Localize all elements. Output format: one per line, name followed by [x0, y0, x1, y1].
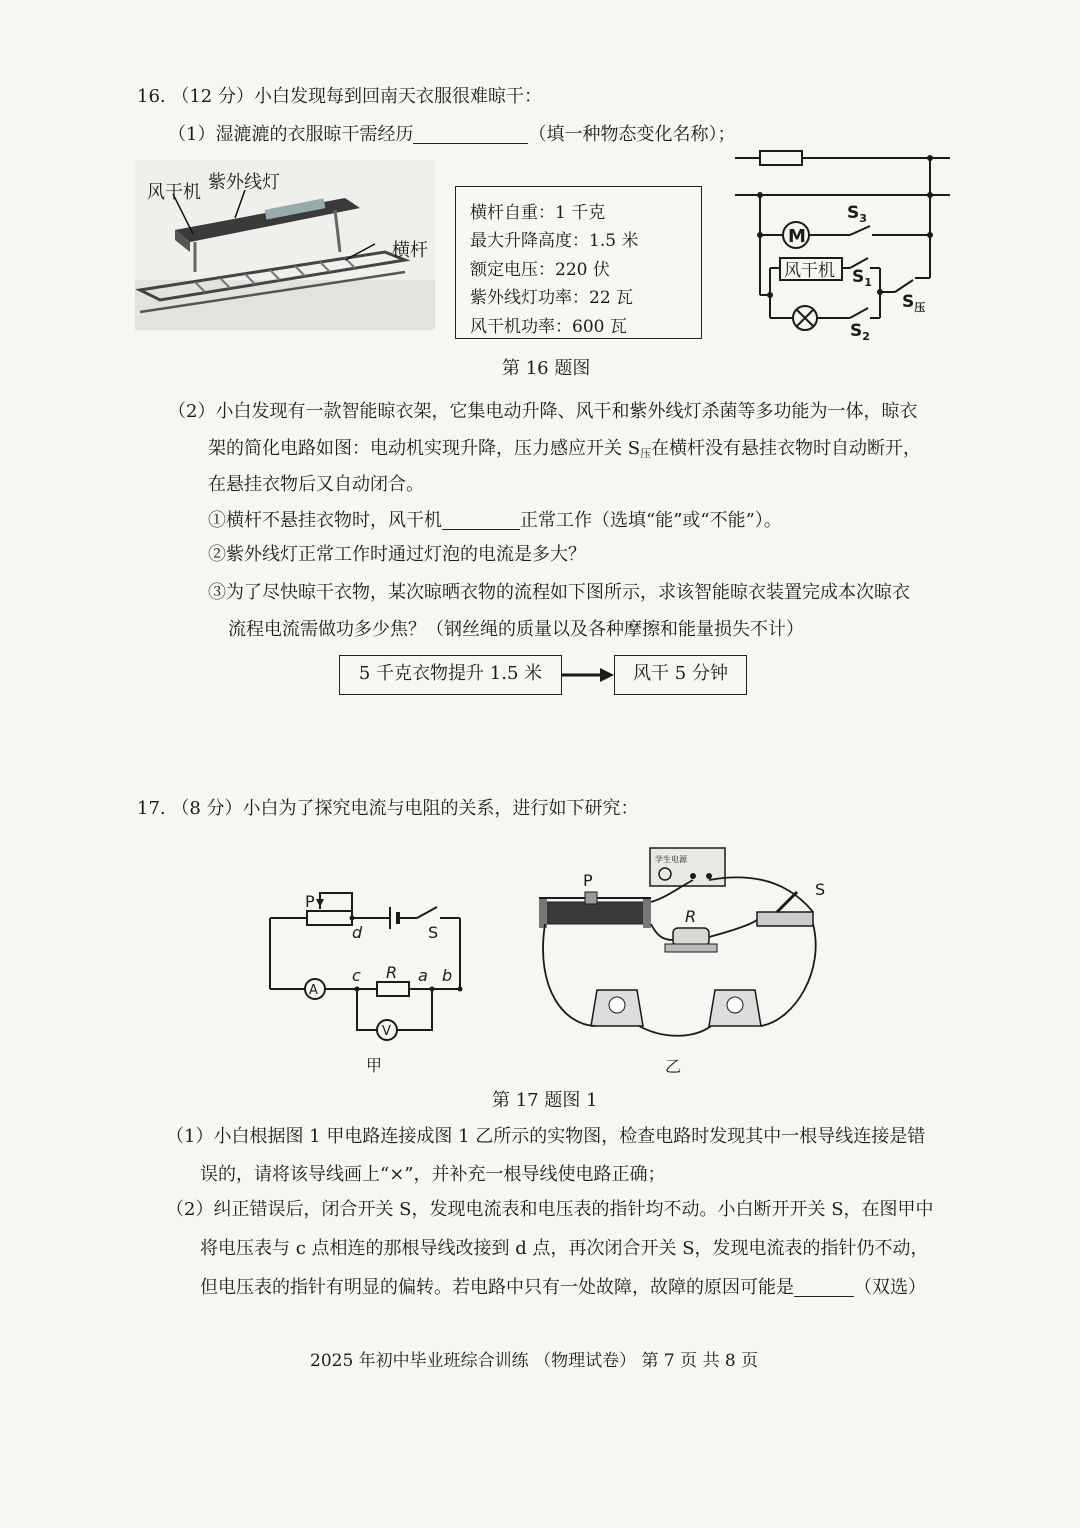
q16-part1-hint: （填一种物态变化名称）；	[528, 124, 736, 145]
q17-schematic-jia	[262, 885, 472, 1080]
s-pressure-label: $S_压$	[902, 292, 926, 314]
q17-part2-line2: 将电压表与 c 点相连的那根导线改接到 d 点，再次闭合开关 S，发现电流表的指针仍不动，	[200, 1238, 929, 1259]
physical-p-label: P	[583, 871, 593, 890]
s1-label: $S_1$	[852, 267, 872, 289]
power-supply-label: 学生电源	[655, 855, 687, 864]
spec-bar-weight: 横杆自重：1 千克	[470, 203, 606, 223]
schematic-a-label: a	[418, 966, 428, 985]
schematic-jia-label: 甲	[366, 1056, 383, 1075]
q16-part1-text: （1）湿漉漉的衣服晾干需经历	[168, 124, 414, 145]
q16-part2-line3: 在悬挂衣物后又自动闭合。	[208, 474, 424, 495]
dryer-photo-label: 风干机	[147, 182, 201, 203]
answer-blank[interactable]	[413, 125, 528, 144]
spec-rated-voltage: 额定电压：220 伏	[470, 259, 610, 280]
q16-sub1: ①横杆不悬挂衣物时，风干机 正常工作（选填“能”或“不能”）。	[208, 510, 782, 531]
schematic-p-label: P	[305, 892, 315, 911]
q16-sub3-line1: ③为了尽快晾干衣物，某次晾晒衣物的流程如下图所示，求该智能晾衣装置完成本次晾衣	[208, 582, 910, 603]
q17-stem: 17. （8 分）小白为了探究电流与电阻的关系，进行如下研究：	[137, 798, 639, 819]
answer-blank[interactable]	[442, 511, 520, 530]
schematic-r-label: R	[386, 963, 398, 982]
voltmeter-icon: V	[382, 1024, 391, 1039]
q17-part1-line2: 误的，请将该导线画上“×”，并补充一根导线使电路正确；	[200, 1164, 666, 1185]
q17-part2-line3: 但电压表的指针有明显的偏转。若电路中只有一处故障，故障的原因可能是 （双选）	[200, 1277, 926, 1298]
uv-lamp-photo-label: 紫外线灯	[208, 172, 280, 193]
physical-s-label: S	[815, 880, 826, 899]
ammeter-icon: A	[309, 983, 318, 998]
bar-photo-label: 横杆	[392, 240, 428, 261]
flow-step-dry: 风干 5 分钟	[614, 655, 747, 695]
q17-figure-caption: 第 17 题图 1	[492, 1090, 598, 1111]
schematic-s-label: S	[428, 923, 439, 942]
schematic-c-label: c	[352, 966, 361, 985]
q16-sub2: ②紫外线灯正常工作时通过灯泡的电流是多大？	[208, 544, 586, 565]
schematic-d-label: d	[352, 923, 363, 942]
spec-uv-power: 紫外线灯功率：22 瓦	[470, 288, 634, 309]
s3-label: $S_3$	[847, 203, 867, 225]
q17-part2-line1: （2）纠正错误后，闭合开关 S，发现电流表和电压表的指针均不动。小白断开开关 S，在图甲中	[166, 1199, 934, 1220]
physical-r-label: R	[685, 907, 697, 926]
q16-part2-line1: （2）小白发现有一款智能晾衣架，它集电动升降、风干和紫外线灯杀菌等多功能为一体，晾衣	[168, 401, 918, 422]
q16-figure-caption: 第 16 题图	[502, 358, 591, 379]
s2-label: $S_2$	[850, 321, 870, 340]
q16-part2-line2: 架的简化电路如图：电动机实现升降，压力感应开关 $S_压$在横杆没有悬挂衣物时自动断开，	[208, 438, 922, 460]
answer-blank[interactable]	[794, 1278, 854, 1297]
q16-sub3-line2: 流程电流需做功多少焦？（钢丝绳的质量以及各种摩擦和能量损失不计）	[228, 619, 804, 640]
flow-step-lift: 5 千克衣物提升 1.5 米	[339, 655, 562, 695]
flow-arrow-icon	[562, 665, 614, 685]
spec-box	[455, 186, 702, 339]
q17-physical-yi	[525, 840, 835, 1080]
dryer-symbol-label: 风干机	[784, 261, 835, 281]
q17-part1-line1: （1）小白根据图 1 甲电路连接成图 1 乙所示的实物图，检查电路时发现其中一根导线连接是错	[166, 1126, 926, 1147]
motor-symbol: M	[788, 226, 806, 247]
page-footer: 2025 年初中毕业班综合训练 （物理试卷） 第 7 页 共 8 页	[310, 1351, 759, 1371]
q16-circuit-diagram	[730, 140, 960, 340]
schematic-b-label: b	[442, 966, 453, 985]
spec-dryer-power: 风干机功率：600 瓦	[470, 316, 627, 337]
q16-stem: 16. （12 分）小白发现每到回南天衣服很难晾干：	[137, 86, 542, 107]
q16-part1	[168, 125, 735, 144]
spec-max-height: 最大升降高度：1.5 米	[470, 231, 639, 252]
physical-yi-label: 乙	[665, 1057, 682, 1076]
